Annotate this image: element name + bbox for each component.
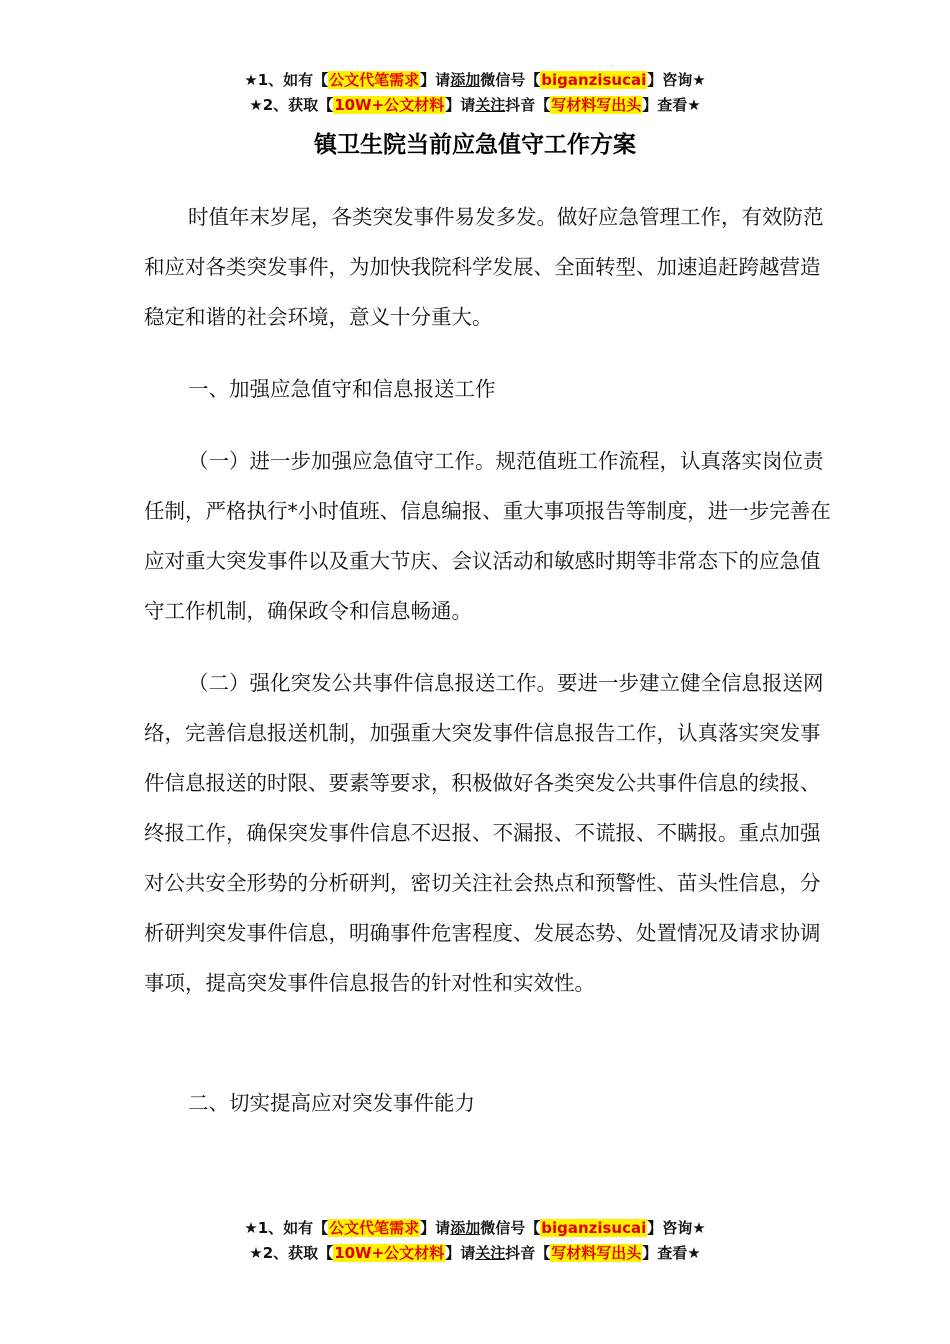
highlight-service: 公文代笔需求 bbox=[329, 71, 420, 89]
highlight-service: 公文代笔需求 bbox=[329, 1219, 420, 1237]
section-1-item-2: （二）强化突发公共事件信息报送工作。要进一步建立健全信息报送网络，完善信息报送机制，加强重大突发事件信息报告工作，认真落实突发事件信息报送的时限、要素等要求，积极做好各类突发公共事件信息的续报、终报工作，确保突发事件信息不迟报、不漏报、不谎报、不瞒报。重点加强对公共安全形势的分析研判，密切关注社会热点和预警性、苗头性信息，分析研判突发事件信息，明确事件危害程度、发展态势、处置情况及请求协调事项，提高突发事件信息报告的针对性和实效性。 bbox=[144, 671, 824, 995]
banner-line-1 bbox=[0, 1216, 950, 1241]
document-title: 镇卫生院当前应急值守工作方案 bbox=[314, 132, 636, 158]
banner-text: 】请 bbox=[420, 1219, 451, 1237]
section-1-item-1: （一）进一步加强应急值守工作。规范值班工作流程，认真落实岗位责任制，严格执行*小时值班、信息编报、重大事项报告等制度，进一步完善在应对重大突发事件以及重大节庆、会议活动和敏感时期等非常态下的应急值守工作机制，确保政令和信息畅通。 bbox=[144, 449, 831, 623]
section-2-heading: 二、切实提高应对突发事件能力 bbox=[188, 1091, 475, 1115]
banner-emphasis: 添加 bbox=[450, 1219, 481, 1237]
highlight-douyin-account: 写材料写出头 bbox=[551, 96, 642, 114]
banner-emphasis: 添加 bbox=[450, 71, 481, 89]
banner-text: 微信号【 bbox=[480, 1219, 541, 1237]
banner-emphasis: 关注 bbox=[475, 1244, 506, 1262]
highlight-materials: 10W+公文材料 bbox=[334, 1244, 445, 1262]
banner-text: ★1、如有【 bbox=[244, 1219, 329, 1237]
intro-paragraph: 时值年末岁尾，各类突发事件易发多发。做好应急管理工作，有效防范和应对各类突发事件，为加快我院科学发展、全面转型、加速追赶跨越营造稳定和谐的社会环境，意义十分重大。 bbox=[144, 205, 824, 329]
banner-text: 】请 bbox=[445, 96, 476, 114]
banner-text: 】咨询★ bbox=[647, 1219, 706, 1237]
banner-text: 】咨询★ bbox=[647, 71, 706, 89]
banner-text: 】查看★ bbox=[642, 96, 701, 114]
banner-text: 】请 bbox=[445, 1244, 476, 1262]
banner-line-2 bbox=[0, 93, 950, 118]
top-banner bbox=[0, 68, 950, 118]
highlight-materials: 10W+公文材料 bbox=[334, 96, 445, 114]
banner-line-2 bbox=[0, 1241, 950, 1266]
banner-text: 抖音【 bbox=[505, 96, 551, 114]
banner-text: ★2、获取【 bbox=[249, 96, 334, 114]
highlight-wechat-id: biganzisucai bbox=[541, 71, 647, 89]
banner-text: 】请 bbox=[420, 71, 451, 89]
banner-emphasis: 关注 bbox=[475, 96, 506, 114]
banner-text: ★1、如有【 bbox=[244, 71, 329, 89]
highlight-douyin-account: 写材料写出头 bbox=[551, 1244, 642, 1262]
banner-text: 微信号【 bbox=[480, 71, 541, 89]
section-1-heading: 一、加强应急值守和信息报送工作 bbox=[188, 377, 496, 401]
highlight-wechat-id: biganzisucai bbox=[541, 1219, 647, 1237]
banner-line-1 bbox=[0, 68, 950, 93]
banner-text: ★2、获取【 bbox=[249, 1244, 334, 1262]
banner-text: 】查看★ bbox=[642, 1244, 701, 1262]
banner-text: 抖音【 bbox=[505, 1244, 551, 1262]
bottom-banner bbox=[0, 1216, 950, 1266]
